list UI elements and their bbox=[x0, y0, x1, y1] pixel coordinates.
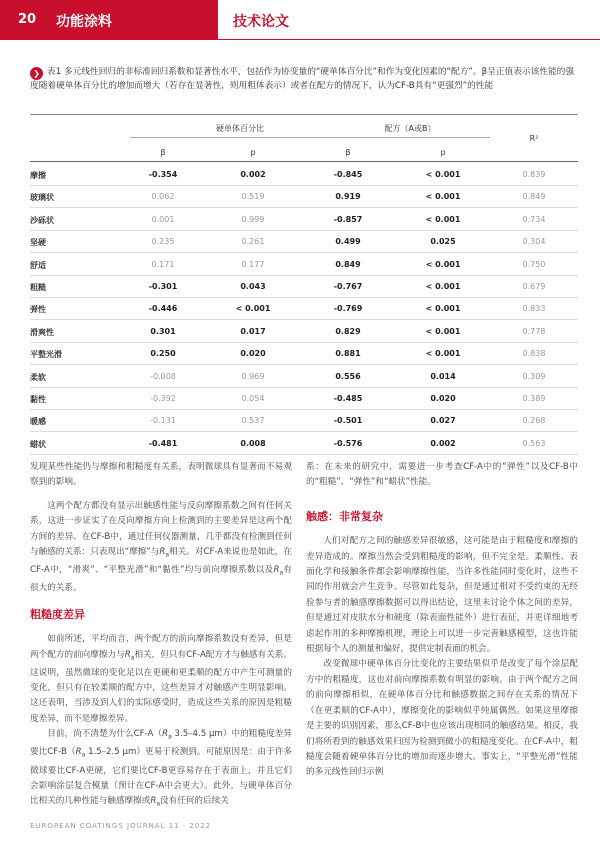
cell-b2: 0.881 bbox=[335, 349, 361, 359]
cell-p2: < 0.001 bbox=[425, 282, 461, 291]
cell-p1: 0.519 bbox=[241, 192, 265, 202]
cell-p1: 0.537 bbox=[241, 416, 265, 426]
group-rule-right bbox=[320, 137, 490, 138]
caption-text: 表1 多元线性回归的非标准回归系数和显著性水平，包括作为协变量的“硬单体百分比”和作为变化因素的“配方”。β呈正值表示该性能的强度随着硬单体百分比的增加而增大（若存在显著性，则用粗体表示）或者在配方的情况下，认为CF-B具有“更强烈”的性能 bbox=[30, 67, 575, 91]
cell-p1: 0.054 bbox=[241, 394, 265, 403]
cell-b2: 0.849 bbox=[335, 259, 361, 269]
cell-b1: -0.008 bbox=[150, 371, 176, 381]
cell-p1: 0.177 bbox=[241, 259, 265, 269]
cell-r2: 0.833 bbox=[522, 304, 546, 314]
left-column bbox=[30, 460, 292, 812]
cell-p1: 0.043 bbox=[240, 282, 266, 291]
category-title: 技术论文 bbox=[233, 14, 289, 30]
cell-b2: 0.499 bbox=[335, 237, 361, 247]
cell-p1: 0.017 bbox=[240, 326, 266, 336]
cell-p2: < 0.001 bbox=[425, 214, 461, 224]
cell-b1: 0.001 bbox=[151, 214, 175, 224]
cell-r2: 0.309 bbox=[522, 371, 546, 381]
cell-b2: -0.845 bbox=[333, 170, 363, 179]
cell-r2: 0.734 bbox=[522, 214, 546, 224]
cell-b2: -0.485 bbox=[333, 394, 363, 403]
cell-p2: < 0.001 bbox=[425, 349, 461, 359]
row-label: 摩擦 bbox=[30, 171, 46, 180]
cell-b1: -0.481 bbox=[148, 438, 178, 448]
row-divider bbox=[30, 454, 578, 455]
table-row bbox=[30, 254, 578, 276]
page-number: 20 bbox=[18, 12, 37, 27]
cell-p2: < 0.001 bbox=[425, 304, 461, 314]
header-r2: R² bbox=[529, 134, 539, 143]
cell-b2: -0.501 bbox=[333, 416, 363, 426]
cell-p2: < 0.001 bbox=[425, 259, 461, 269]
cell-p2: < 0.001 bbox=[425, 326, 461, 336]
table-caption bbox=[30, 66, 578, 93]
table-row bbox=[30, 321, 578, 343]
cell-r2: 0.839 bbox=[522, 170, 546, 179]
left-paragraph-1: 发现某些性能仍与摩擦和粗糙度有关系，表明微球具有显著而不易观察到的影响。 bbox=[30, 462, 292, 488]
cell-b1: 0.062 bbox=[151, 192, 175, 202]
cell-p1: 0.999 bbox=[241, 214, 265, 224]
header-p-1: p bbox=[250, 148, 256, 157]
cell-b1: 0.171 bbox=[151, 259, 175, 269]
cell-b1: 0.250 bbox=[150, 349, 176, 359]
table-row bbox=[30, 298, 578, 320]
cell-p2: 0.020 bbox=[430, 394, 456, 403]
cell-p1: 0.969 bbox=[241, 371, 265, 381]
row-label: 平整光滑 bbox=[30, 350, 62, 360]
chevron-right-icon: ❯ bbox=[30, 67, 43, 80]
row-label: 暖感 bbox=[30, 417, 46, 427]
cell-b1: -0.301 bbox=[148, 282, 178, 291]
header-group-formula: 配方（A或B） bbox=[384, 124, 436, 133]
row-label: 弹性 bbox=[30, 305, 46, 315]
cell-r2: 0.563 bbox=[522, 438, 546, 448]
cell-r2: 0.389 bbox=[522, 394, 546, 403]
cell-b2: 0.829 bbox=[335, 326, 361, 336]
table-row bbox=[30, 410, 578, 432]
row-label: 舒适 bbox=[30, 260, 46, 270]
left-paragraph-4: 目前，尚不清楚为什么$CF-A(R_a$ 3.5–4.5 μm）中的粗糙度差异要比$CF-B(R_a$ 1.5–2.5 μm）更易于检测到。可能原因是：由于许多微球要比CF-A更硬，它们要比CF-B更容易存在于表面上，并且它们会影响涂层复合模量（预计在CF-A中会更大）。此外，与硬单体百分比相关的几种性能与触感摩擦或$R_a$没有任何的后续关 bbox=[30, 729, 293, 809]
header-group-hardmonomer: 硬单体百分比 bbox=[216, 124, 264, 133]
cell-r2: 0.268 bbox=[522, 416, 546, 426]
cell-p2: 0.025 bbox=[430, 237, 456, 247]
page-header bbox=[0, 0, 600, 40]
cell-b2: -0.576 bbox=[333, 438, 363, 448]
cell-r2: 0.679 bbox=[522, 282, 546, 291]
row-label: 蜡状 bbox=[30, 439, 46, 449]
heading-roughness: 粗糙度差异 bbox=[30, 607, 85, 621]
table-row bbox=[30, 164, 578, 186]
cell-b1: -0.131 bbox=[150, 416, 176, 426]
right-column bbox=[306, 460, 578, 781]
cell-r2: 0.838 bbox=[522, 349, 546, 359]
header-beta-2: β bbox=[345, 148, 351, 157]
right-paragraph-1: 系：在未来的研究中，需要进一步考查CF-A中的“弹性”以及CF-B中的“粗糙”、“弹性”和“蜡状”性能。 bbox=[306, 462, 578, 488]
cell-b2: -0.857 bbox=[333, 214, 363, 224]
cell-p1: 0.008 bbox=[240, 438, 266, 448]
row-label: 沙砾状 bbox=[30, 215, 54, 225]
right-paragraph-2: 人们对配方之间的触感差异很敏感，这可能是由于粗糙度和摩擦的差异造成的。摩擦当然会受到粗糙度的影响，但不完全是。柔顺性、表面化学和接触条件都会影响摩擦性能，当许多性能同时变化时，这些不同的作用就会产生竞争。尽管如此复杂，但是通过相对不受约束的无经验参与者的触感摩擦数据可以得出结论，这里未讨论个体之间的差异，但是通过对皮肤水分和硬度（除表面性能外）进行表征，并更详细地考虑起作用的多种摩擦机理，理论上可以进一步完善触感模型，这也许能根据每个人的测量和偏好，提供定制表面的机会。 bbox=[306, 536, 578, 655]
cell-r2: 0.750 bbox=[522, 259, 546, 269]
row-label: 玻璃状 bbox=[30, 193, 54, 203]
table-row bbox=[30, 186, 578, 208]
table-row bbox=[30, 209, 578, 231]
cell-b2: 0.919 bbox=[335, 192, 361, 202]
table-row bbox=[30, 388, 578, 410]
cell-b2: -0.767 bbox=[333, 282, 363, 291]
group-rule-left bbox=[130, 137, 320, 138]
cell-p2: < 0.001 bbox=[425, 170, 461, 179]
cell-p1: 0.020 bbox=[240, 349, 266, 359]
cell-r2: 0.778 bbox=[522, 326, 546, 336]
cell-r2: 0.849 bbox=[522, 192, 546, 202]
left-paragraph-3: 如前所述，平均而言，两个配方的前向摩擦系数没有差异，但是两个配方的前向摩擦力与$R_a$相关，但只有CF-A配方才与触感有关系。这说明，虽然微球的变化足以在更硬和更柔顺的配方中产生可测量的变化，但只有在较柔顺的配方中，这些差异才对触感产生明显影响。这还表明，当涉及到人们的实际感受时，造成这些关系的原因是粗糙度差异，而不是摩擦差异。 bbox=[30, 634, 292, 724]
cell-b1: 0.301 bbox=[150, 326, 176, 336]
table-top-rule bbox=[30, 114, 578, 115]
cell-p1: 0.002 bbox=[240, 170, 266, 179]
right-paragraph-3: 改变微球中硬单体百分比变化的主要结果似乎是改变了每个涂层配方中的粗糙度，这也对前向摩擦系数有明显的影响。由于两个配方之间的前向摩擦相似，在硬单体百分比和触感数据之间存在关系的情况下（在更柔顺的CF-A中），摩擦变化的影响似乎纯属偶然。如果这里摩擦是主要的识别因素，那么CF-B中也应该出现相同的触感结果。相反，我们将所看到的触感效果归因为检测到微小的粗糙度变化。在CF-A中，粗糙度会随着硬单体百分比的增加而逐步增大。事实上，“平整光滑”性能的多元线性回归示例 bbox=[306, 659, 578, 778]
cell-p2: 0.002 bbox=[430, 438, 456, 448]
table-row bbox=[30, 231, 578, 253]
table-row bbox=[30, 366, 578, 388]
cell-p2: 0.027 bbox=[430, 416, 456, 426]
cell-b2: -0.769 bbox=[333, 304, 363, 314]
cell-p1: < 0.001 bbox=[235, 304, 271, 314]
cell-b1: 0.235 bbox=[151, 237, 175, 247]
heading-touch: 触感：非常复杂 bbox=[306, 509, 383, 523]
row-label: 柔软 bbox=[30, 372, 46, 382]
cell-p1: 0.261 bbox=[241, 237, 265, 247]
table-row bbox=[30, 276, 578, 298]
journal-footer: EUROPEAN COATINGS JOURNAL 11 · 2022 bbox=[30, 822, 212, 830]
cell-p2: < 0.001 bbox=[425, 192, 461, 202]
cell-b1: -0.446 bbox=[148, 304, 178, 314]
table-row bbox=[30, 343, 578, 365]
header-bottom-rule bbox=[30, 161, 578, 162]
cell-b2: 0.556 bbox=[335, 371, 361, 381]
header-p-2: p bbox=[440, 148, 446, 157]
row-label: 滑爽性 bbox=[30, 327, 54, 337]
cell-b1: -0.392 bbox=[150, 394, 176, 403]
header-rule bbox=[218, 39, 600, 40]
row-label: 黏性 bbox=[30, 395, 46, 404]
row-label: 坚硬 bbox=[30, 238, 46, 248]
section-title: 功能涂料 bbox=[56, 14, 112, 30]
cell-p2: 0.014 bbox=[430, 371, 456, 381]
cell-b1: -0.354 bbox=[148, 170, 178, 179]
header-beta-1: β bbox=[160, 148, 166, 157]
left-paragraph-2: 这两个配方都没有显示出触感性能与反向摩擦系数之间有任何关系，这进一步证实了在反向摩擦方向上检测到的主要差异是这两个配方间的差异。在CF-B中，通过任何仪器测量，几乎都没有检测到任何与触感的关系：只表现出“摩擦”与$R_a$相关。对CF-A来说也是如此，在CF-A中，“滑爽”、“平整光滑”和“黏性”均与前向摩擦系数以及$R_a$有很大的关系。 bbox=[30, 500, 292, 594]
table-row bbox=[30, 433, 578, 455]
cell-r2: 0.304 bbox=[522, 237, 546, 247]
row-label: 粗糙 bbox=[30, 283, 46, 292]
